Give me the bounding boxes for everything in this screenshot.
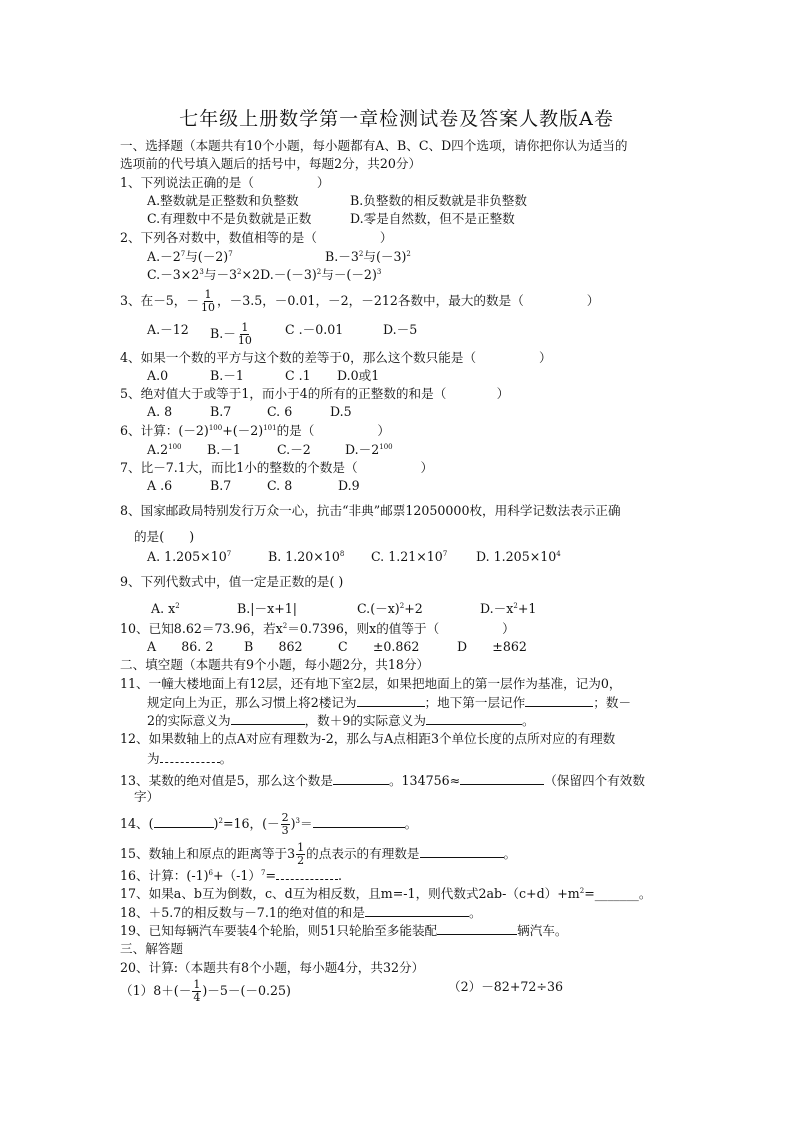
fraction: $\frac{1}{2}$ [297, 841, 305, 867]
question-12-line-2: 为 。 [147, 751, 233, 766]
question-6-option-b: B.－1 [207, 442, 241, 457]
question-5-option-c: C. 6 [267, 404, 293, 419]
question-11-line-3: 2的实际意义为 ，数＋9的实际意义为 。 [147, 713, 535, 728]
question-8-option-c: C. $1.21\times 10^7$ [371, 549, 448, 564]
fraction: $\frac{1}{10}$ [201, 288, 215, 314]
question-5-stem: 5、绝对值大于或等于1，而小于4的所有的正整数的和是（ ） [120, 386, 510, 401]
question-3-option-d: D.－5 [383, 322, 418, 337]
question-10-option-d: D ±862 [457, 639, 527, 654]
fraction: $\frac{1}{10}$ [237, 321, 252, 347]
question-14-stem: 14、( )$^2$=16，(－ $\frac{2}{3}$ )$^3$＝ 。 [120, 811, 418, 837]
question-7-stem: 7、比－7.1大，而比1小的整数的个数是（ ） [120, 460, 434, 475]
question-5-option-b: B.7 [210, 404, 232, 419]
question-1-stem: 1、下列说法正确的是（ ） [120, 175, 330, 190]
question-1-option-c: C.有理数中不是负数就是正数 [147, 211, 312, 226]
question-6-option-d: $D.-2^{100}$ [345, 442, 393, 457]
question-4-option-d: D.0或1 [337, 368, 380, 383]
question-7-option-d: D.9 [338, 478, 360, 493]
question-4-stem: 4、如果一个数的平方与这个数的差等于0，那么这个数只能是（ ） [120, 350, 552, 365]
question-18-stem: 18、＋5.7的相反数与－7.1的绝对值的和是 。 [120, 905, 482, 920]
question-12-stem: 12、如果数轴上的点A对应有理数为-2，那么与A点相距3个单位长度的点所对应的有理数 [120, 731, 616, 746]
question-10-option-b: B 862 [244, 639, 303, 654]
question-20-part-1: （1）8＋(－ $\frac{1}{4}$ )－5－(－0.25) [120, 978, 291, 1004]
section-1-heading: 一、选择题（本题共有10个小题，每小题都有A、B、C、D四个选项，请你把你认为适当的 [120, 138, 628, 153]
fraction: $\frac{2}{3}$ [281, 811, 289, 837]
answer-blank[interactable] [525, 694, 593, 707]
question-2-option-c-d: $C.-3\times 2^3$与$-3^2\times 2D.-(-3)^2$与$-(-2)^3$ [147, 267, 382, 282]
question-8-option-b: B. $1.20\times 10^8$ [268, 549, 345, 564]
answer-blank[interactable] [437, 922, 517, 935]
answer-blank[interactable] [365, 904, 469, 917]
question-20-part-2: （2）－82+72÷36 [448, 979, 563, 994]
question-10-option-a: A 86. 2 [147, 639, 214, 654]
question-4-option-b: B.－1 [210, 368, 244, 383]
question-5-option-a: A. 8 [147, 404, 173, 419]
question-4-option-c: C .1 [285, 368, 311, 383]
answer-blank[interactable] [160, 750, 220, 763]
question-8-option-d: D. $1.205\times 10^4$ [476, 549, 561, 564]
section-3-heading: 三、解答题 [120, 941, 183, 956]
question-15-stem: 15、数轴上和原点的距离等于3 $\frac{1}{2}$ 的点表示的有理数是 。 [120, 841, 517, 867]
answer-blank[interactable] [426, 712, 522, 725]
question-19-stem: 19、已知每辆汽车要装4个轮胎，则51只轮胎至多能装配 辆汽车。 [120, 923, 568, 938]
question-13-line-2: 字） [134, 789, 160, 804]
answer-blank[interactable] [313, 815, 405, 828]
question-9-option-b: B.|－x+1| [237, 601, 298, 616]
question-5-option-d: D.5 [330, 404, 352, 419]
question-10-option-c: C ±0.862 [338, 639, 420, 654]
answer-blank[interactable] [231, 712, 305, 725]
question-2-option-b: $B.-3^2$与$(-3)^2$ [325, 249, 411, 264]
answer-blank[interactable] [420, 845, 504, 858]
question-6-stem: 6、计算：$(-2)^{100}+(-2)^{101}$的是（ ） [120, 423, 390, 438]
question-11-line-2: 规定向上为正，那么习惯上将2楼记为 ；地下第一层记作 ；数－ [147, 695, 632, 710]
question-1-option-d: D.零是自然数，但不是正整数 [350, 211, 515, 226]
question-16-stem: 16、计算：$(-1)^6+(-1)^7=$ . [120, 868, 343, 883]
answer-blank[interactable] [154, 815, 214, 828]
answer-blank[interactable] [276, 867, 338, 880]
question-1-option-b: B.负整数的相反数就是非负整数 [350, 193, 527, 208]
question-9-option-c: $C.(-x)^2+2$ [357, 601, 423, 616]
answer-blank[interactable] [333, 772, 389, 785]
question-10-stem: 10、已知8.62＝73.96，若$x^2=0.7396$，则x的值等于（ ） [120, 621, 515, 636]
question-1-option-a: A.整数就是正整数和负整数 [147, 193, 299, 208]
page-title: 七年级上册数学第一章检测试卷及答案人教版A卷 [179, 108, 614, 130]
question-9-option-d: $D.-x^2+1$ [480, 601, 537, 616]
question-7-option-c: C. 8 [267, 478, 293, 493]
question-8-option-a: A. $1.205\times 10^7$ [147, 549, 232, 564]
question-11-stem: 11、一幢大楼地面上有12层，还有地下室2层，如果把地面上的第一层作为基准，记为0， [120, 676, 622, 691]
question-8-stem-cont: 的是( ) [134, 529, 195, 544]
question-3-option-c: C .－0.01 [285, 322, 344, 337]
question-4-option-a: A.0 [147, 368, 169, 383]
question-9-option-a: A. $x^2$ [151, 601, 180, 616]
question-6-option-a: $A.2^{100}$ [147, 442, 182, 457]
question-20-stem: 20、计算:（本题共有8个小题，每小题4分，共32分） [120, 960, 425, 975]
section-2-heading: 二、填空题（本题共有9个小题，每小题2分，共18分） [120, 657, 430, 672]
question-3-option-b: B.－ $\frac{1}{10}$ [210, 321, 252, 347]
question-3-option-a: A.－12 [147, 322, 189, 337]
question-7-option-a: A .6 [147, 478, 173, 493]
question-2-option-a: $A.-2^7$与$(-2)^7$ [147, 249, 233, 264]
question-8-stem: 8、国家邮政局特别发行万众一心，抗击“非典”邮票12050000枚，用科学记数法表示正确 [120, 503, 621, 518]
answer-blank[interactable] [357, 694, 425, 707]
answer-blank[interactable] [460, 772, 544, 785]
question-2-stem: 2、下列各对数中，数值相等的是（ ） [120, 230, 393, 245]
question-3-stem: 3、在－5，－ $\frac{1}{10}$ ，－3.5，－0.01，－2，－212各数中，最大的数是（ ） [120, 288, 600, 314]
question-17-stem: 17、如果a、b互为倒数，c、d互为相反数，且m=-1，则代数式$2ab-(c+d)+m^2=\_\_\_\_\_\_\_$。 [120, 886, 652, 901]
question-7-option-b: B.7 [210, 478, 232, 493]
fraction: $\frac{1}{4}$ [193, 978, 201, 1004]
question-6-option-c: C.－2 [277, 442, 311, 457]
section-1-heading-cont: 选项前的代号填入题后的括号中，每题2分，共20分） [120, 156, 422, 171]
question-9-stem: 9、下列代数式中，值一定是正数的是( ) [120, 574, 344, 589]
question-13-stem: 13、某数的绝对值是5，那么这个数是 。134756≈ （保留四个有效数 [120, 773, 645, 788]
